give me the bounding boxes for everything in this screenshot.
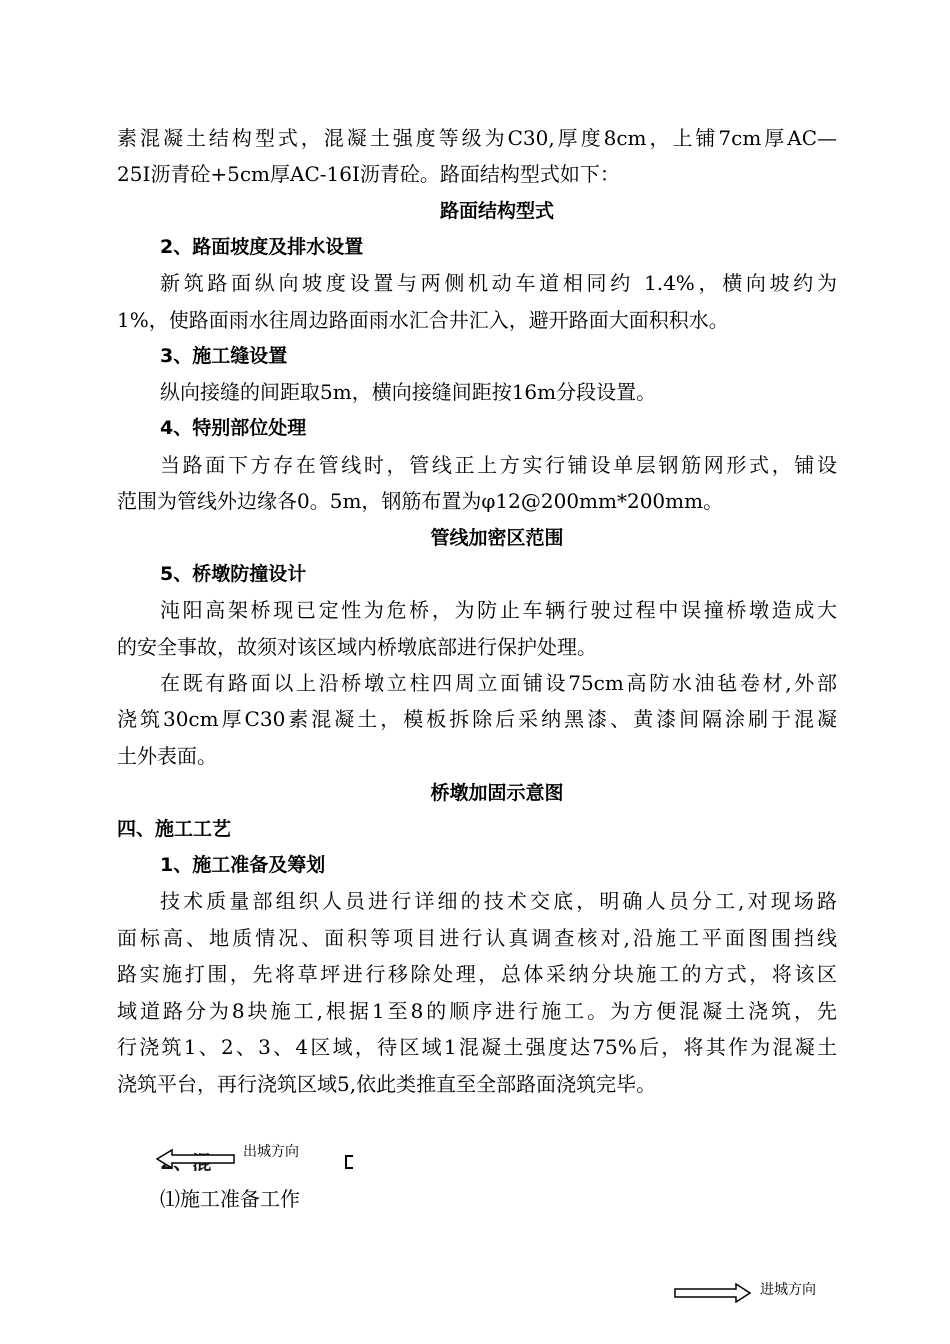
- heading-pier-protection: 5、桥墩防撞设计: [160, 563, 307, 585]
- paragraph-line: 浇筑30cm厚C30素混凝土，模板拆除后采纳黑漆、黄漆间隔涂刷于混凝: [117, 707, 837, 731]
- paragraph-line: 行浇筑1、2、3、4区域，待区域1混凝土强度达75%后，将其作为混凝土: [117, 1035, 837, 1059]
- paragraph-line: 范围为管线外边缘各0。5m，钢筋布置为φ12@200mm*200mm。: [117, 489, 724, 513]
- heading-section-four: 四、施工工艺: [117, 818, 232, 840]
- figure-caption-pipeline-zone: 管线加密区范围: [430, 527, 564, 549]
- paragraph-line: 纵向接缝的间距取5m，横向接缝间距按16m分段设置。: [160, 380, 657, 404]
- paragraph-line: 当路面下方存在管线时，管线正上方实行铺设单层钢筋网形式，铺设: [160, 453, 837, 477]
- paragraph-line: 新筑路面纵向坡度设置与两侧机动车道相同约 1.4%，横向坡约为: [160, 271, 837, 295]
- paragraph-line: 沌阳高架桥现已定性为危桥，为防止车辆行驶过程中误撞桥墩造成大: [160, 598, 837, 622]
- paragraph-line: 25I沥青砼+5cm厚AC-16I沥青砼。路面结构型式如下：: [117, 162, 620, 186]
- heading-special-treatment: 4、特别部位处理: [160, 417, 307, 439]
- heading-slope-drainage: 2、路面坡度及排水设置: [160, 236, 364, 258]
- figure-caption-pier-diagram: 桥墩加固示意图: [430, 782, 564, 804]
- paragraph-line: 面标高、地质情况、面积等项目进行认真调查核对,沿施工平面图围挡线: [117, 926, 837, 950]
- paragraph-line: 在既有路面以上沿桥墩立柱四周立面铺设75cm高防水油毡卷材,外部: [160, 671, 837, 695]
- heading-preparation-planning: 1、施工准备及筹划: [160, 854, 326, 876]
- paragraph-line: 素混凝土结构型式，混凝土强度等级为C30,厚度8cm，上铺7cm厚AC—: [117, 126, 837, 150]
- paragraph-line: 技术质量部组织人员进行详细的技术交底，明确人员分工,对现场路: [160, 889, 837, 913]
- bracket-fragment: [345, 1155, 353, 1169]
- out-direction-label: 出城方向: [243, 1144, 299, 1160]
- right-arrow-icon: [674, 1283, 752, 1303]
- paragraph-line: 域道路分为8块施工,根据1至8的顺序进行施工。为方便混凝土浇筑，先: [117, 999, 837, 1023]
- in-direction-label: 进城方向: [760, 1282, 816, 1298]
- paragraph-line: 1%，使路面雨水往周边路面雨水汇合井汇入，避开路面大面积积水。: [117, 308, 729, 332]
- paragraph-line: 浇筑平台，再行浇筑区域5,依此类推直至全部路面浇筑完毕。: [117, 1072, 657, 1096]
- paragraph-line: 的安全事故，故须对该区域内桥墩底部进行保护处理。: [117, 635, 597, 659]
- paragraph-line: 路实施打围，先将草坪进行移除处理，总体采纳分块施工的方式，将该区: [117, 962, 837, 986]
- heading-construction-joints: 3、施工缝设置: [160, 345, 288, 367]
- figure-caption-road-structure: 路面结构型式: [439, 200, 554, 222]
- paragraph-line: 土外表面。: [117, 744, 217, 768]
- left-arrow-icon: [156, 1148, 236, 1170]
- paragraph-line: ⑴施工准备工作: [160, 1187, 300, 1211]
